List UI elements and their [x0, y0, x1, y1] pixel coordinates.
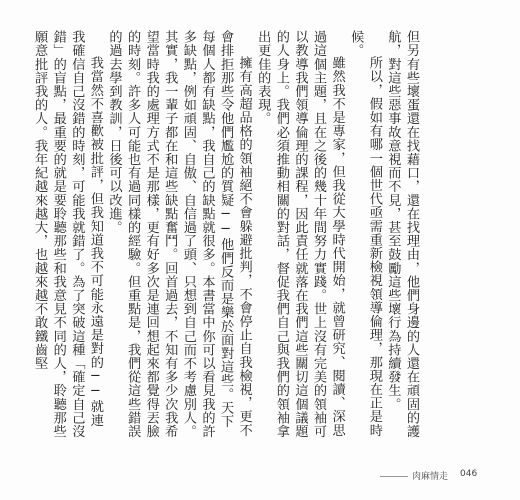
page-number: 046 — [460, 469, 478, 479]
paragraph-5: 我當然不喜歡被批評，但我知道我不可能永遠是對的──就連我確信自己沒錯的時刻，可能我就錯了。為了突破這種「確定自己沒錯」的盲點，最重要的就是要聆聽那些和我意見不同的人，聆聽那些願意批評我的人。我年紀越來越大，也越來越不敢鐵齒堅 — [32, 30, 103, 438]
paragraph-2: 所以，假如有哪一個世代亟需重新檢視領導倫理，那現在正是時候。 — [348, 30, 382, 438]
running-title: 肉麻情走 — [412, 472, 449, 482]
footer-rule — [380, 476, 408, 477]
paragraph-3: 雖然我不是專家，但我從大學時代開始，就曾研究、閱讀、深思過這個主題，且在之後的幾十年間努力實踐。世上沒有完美的領袖可以教導我們領導倫理的課程，因此責任就落在我們這些關切這個議題的人身上。我們必須推動相關的對話，督促我們自己與我們的領袖拿出更佳的表現。 — [255, 30, 345, 438]
page-footer — [0, 468, 520, 484]
paragraph-1: 但另有些壞蛋還在找藉口，還在找理由，他們身邊的人還在頑固的護航，對這些惡事故意視而不見，甚至鼓勵這些壞行為持續發生。 — [385, 30, 419, 438]
paragraph-4: 擁有高超品格的領袖絕不會躲避批判，不會停止自我檢視，更不會排拒那些令他們尷尬的質疑──他們反而是樂於面對這些。天下每個人都有缺點，我自己的缺點就很多。本書當中你可以看見我的許多缺點，例如頑固、自傲、自信過了頭、只想到自己而不考慮別人。其實，我一輩子都在和這些缺點奮鬥。回首過去，不知有多少次我希望當時我的處理方式不是那樣，更有好多次是連回想起來都覺得丟臉的時刻。許多人可能也有過同樣的經驗。但重點是，我們從這些錯誤的過去學到教訓，日後可以改進。 — [106, 30, 252, 438]
body-text — [30, 30, 420, 438]
